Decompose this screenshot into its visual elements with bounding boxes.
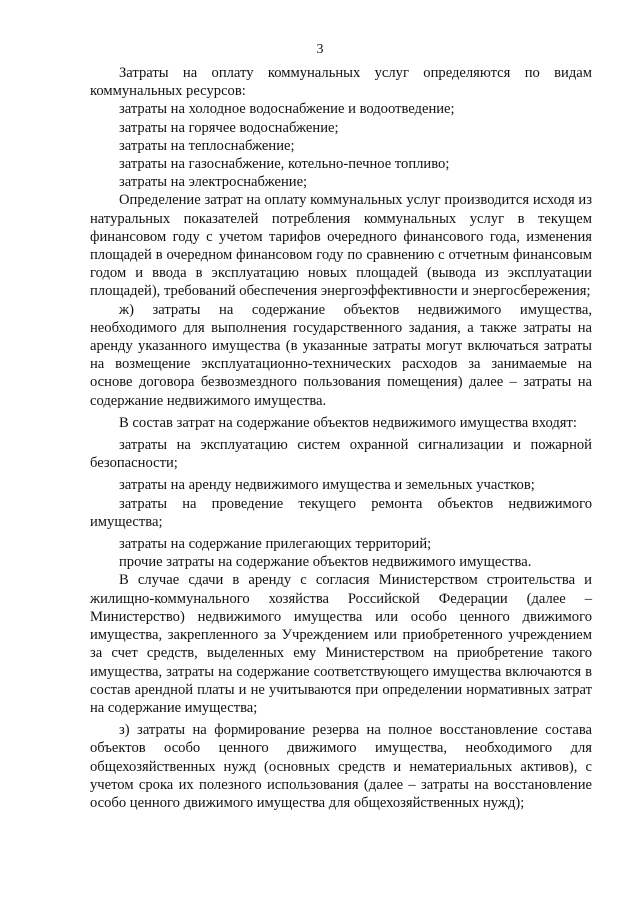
paragraph: затраты на содержание прилегающих территорий; [119, 536, 432, 553]
paragraph: затраты на холодное водоснабжение и водоотведение; [119, 101, 455, 118]
paragraph: затраты на проведение текущего ремонта объектов недвижимого имущества; [90, 495, 592, 530]
document-body [90, 64, 592, 812]
paragraph: затраты на аренду недвижимого имущества и земельных участков; [119, 477, 535, 494]
paragraph: В состав затрат на содержание объектов недвижимого имущества входят: [119, 414, 577, 431]
paragraph: прочие затраты на содержание объектов недвижимого имущества. [119, 554, 532, 571]
paragraph: В случае сдачи в аренду с согласия Министерством строительства и жилищно-коммунального хозяйства Российской Федерации (далее – Министерство) недвижимого имущества или особо ценного движимого имущества, закрепленного за Учреждением или приобретенного учреждением за счет средств, выделенных ему Министерством на приобретение такого имущества, затраты на содержание соответствующего имущества включаются в состав арендной платы и не учитываются при определении нормативных затрат на содержание имущества; [90, 572, 592, 716]
paragraph: Затраты на оплату коммунальных услуг определяются по видам коммунальных ресурсов: [90, 65, 592, 100]
paragraph: затраты на эксплуатацию систем охранной сигнализации и пожарной безопасности; [90, 437, 592, 472]
paragraph: ж) затраты на содержание объектов недвижимого имущества, необходимого для выполнения государственного задания, а также затраты на аренду указанного имущества (в указанные затраты могут включаться затраты на возмещение эксплуатационно-технических расходов за занимаемые на основе договора безвозмездного пользования помещения) далее – затраты на содержание недвижимого имущества. [90, 301, 592, 409]
paragraph: з) затраты на формирование резерва на полное восстановление состава объектов особо ценного движимого имущества, необходимого для общехозяйственных нужд (основных средств и нематериальных активов), с учетом срока их полезного использования (далее – затраты на восстановление особо ценного движимого имущества для общехозяйственных нужд); [90, 722, 592, 811]
paragraph: Определение затрат на оплату коммунальных услуг производится исходя из натуральных показателей потребления коммунальных услуг в текущем финансовом году с учетом тарифов очередного финансового года, изменения площадей в очередном финансовом году по сравнению с отчетным финансовым годом и ввода в эксплуатацию новых площадей (вывода из эксплуатации площадей), требований обеспечения энергоэффективности и энергосбережения; [90, 192, 592, 300]
paragraph: затраты на горячее водоснабжение; [119, 119, 339, 136]
paragraph: затраты на теплоснабжение; [119, 137, 295, 154]
paragraph: затраты на электроснабжение; [119, 174, 308, 191]
paragraph: затраты на газоснабжение, котельно-печное топливо; [119, 156, 450, 173]
page-number: 3 [316, 42, 324, 57]
